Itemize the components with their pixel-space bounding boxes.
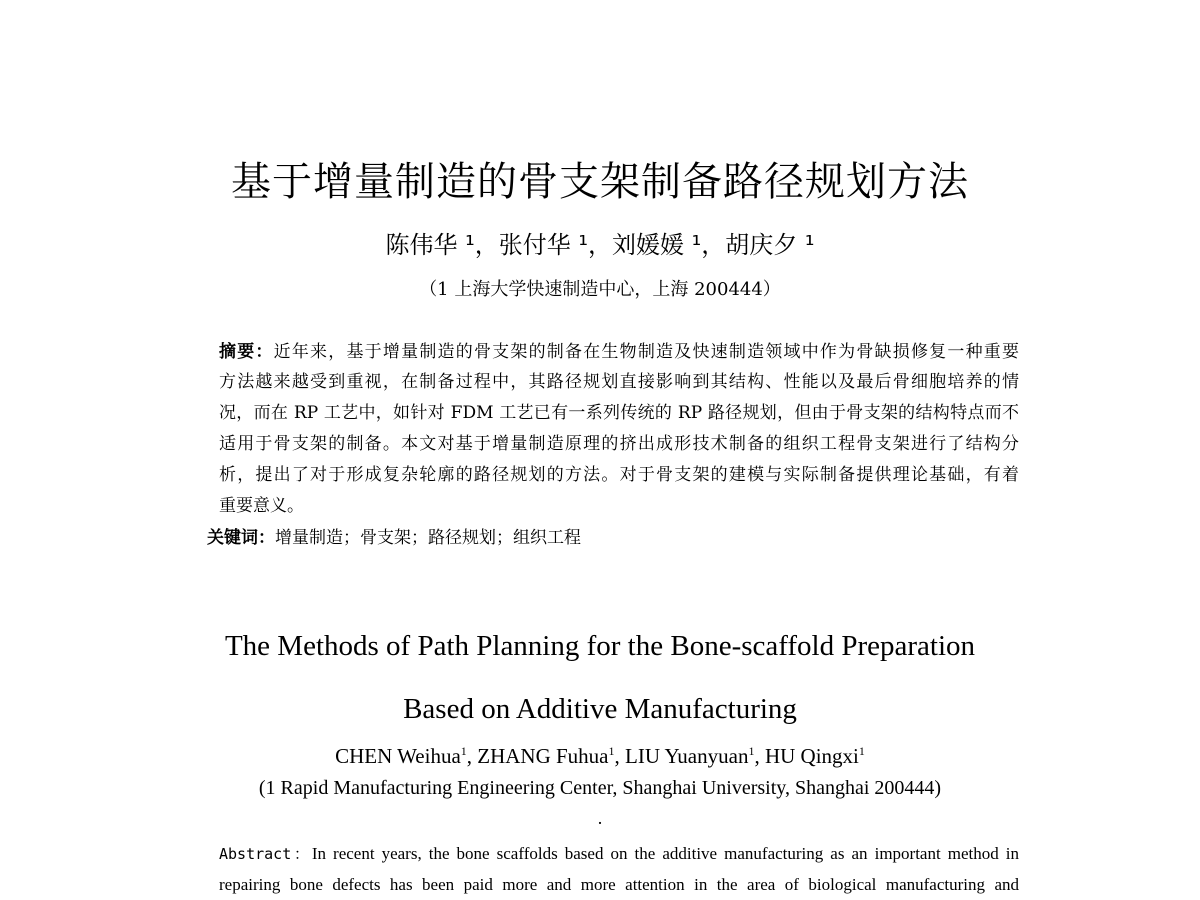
author-name: LIU Yuanyuan [625,744,749,768]
stray-dot: . [597,808,603,828]
author-affiliation-mark: 1 [608,744,615,758]
keywords-label: 关键词： [207,528,275,548]
chinese-title: 基于增量制造的骨支架制备路径规划方法 [231,159,969,205]
chinese-affiliation: （1 上海大学快速制造中心，上海 200444） [419,279,781,300]
english-abstract-line [219,838,1019,870]
separator: , [754,744,765,768]
keywords-text: 增量制造；骨支架；路径规划；组织工程 [275,528,581,548]
author-name: HU Qingxi [764,744,859,768]
separator: , [466,744,478,768]
separator: , [614,744,626,768]
chinese-abstract-line: 况，而在 RP 工艺中，如针对 FDM 工艺已有一系列传统的 RP 路径规划，但由于骨支架的结构特点而不 [219,403,1019,423]
chinese-abstract-line: 方法越来越受到重视，在制备过程中，其路径规划直接影响到其结构、性能以及最后骨细胞培养的情 [219,372,1019,392]
abstract-text: In recent years, the bone scaffolds based on the additive manufacturing as an important method in [311,844,1019,863]
english-title-line-1: The Methods of Path Planning for the Bone-scaffold Preparation [224,630,976,662]
author-name: CHEN Weihua [335,744,461,768]
chinese-abstract-line: 适用于骨支架的制备。本文对基于增量制造原理的挤出成形技术制备的组织工程骨支架进行了结构分 [219,434,1019,454]
chinese-abstract-line: 重要意义。 [219,496,304,516]
english-authors [0,744,1200,769]
chinese-abstract-line: 析，提出了对于形成复杂轮廓的路径规划的方法。对于骨支架的建模与实际制备提供理论基础，有着 [219,465,1019,485]
abstract-label: Abstract： [219,845,312,863]
abstract-label: 摘要： [219,342,274,362]
english-affiliation: (1 Rapid Manufacturing Engineering Center, Shanghai University, Shanghai 200444) [258,777,942,799]
author-name: ZHANG Fuhua [477,744,609,768]
author-affiliation-mark: 1 [748,744,755,758]
english-abstract-line: repairing bone defects has been paid more and more attention in the area of biological manufacturing and [219,875,1019,894]
english-title-line-2: Based on Additive Manufacturing [403,693,797,725]
chinese-authors: 陈伟华 ¹，张付华 ¹，刘媛媛 ¹，胡庆夕 ¹ [385,231,815,259]
chinese-abstract-line [219,337,1019,368]
author-affiliation-mark: 1 [460,744,467,758]
chinese-keywords [207,523,581,554]
author-affiliation-mark: 1 [858,744,865,758]
abstract-text: 近年来，基于增量制造的骨支架的制备在生物制造及快速制造领域中作为骨缺损修复一种重要 [273,342,1020,362]
